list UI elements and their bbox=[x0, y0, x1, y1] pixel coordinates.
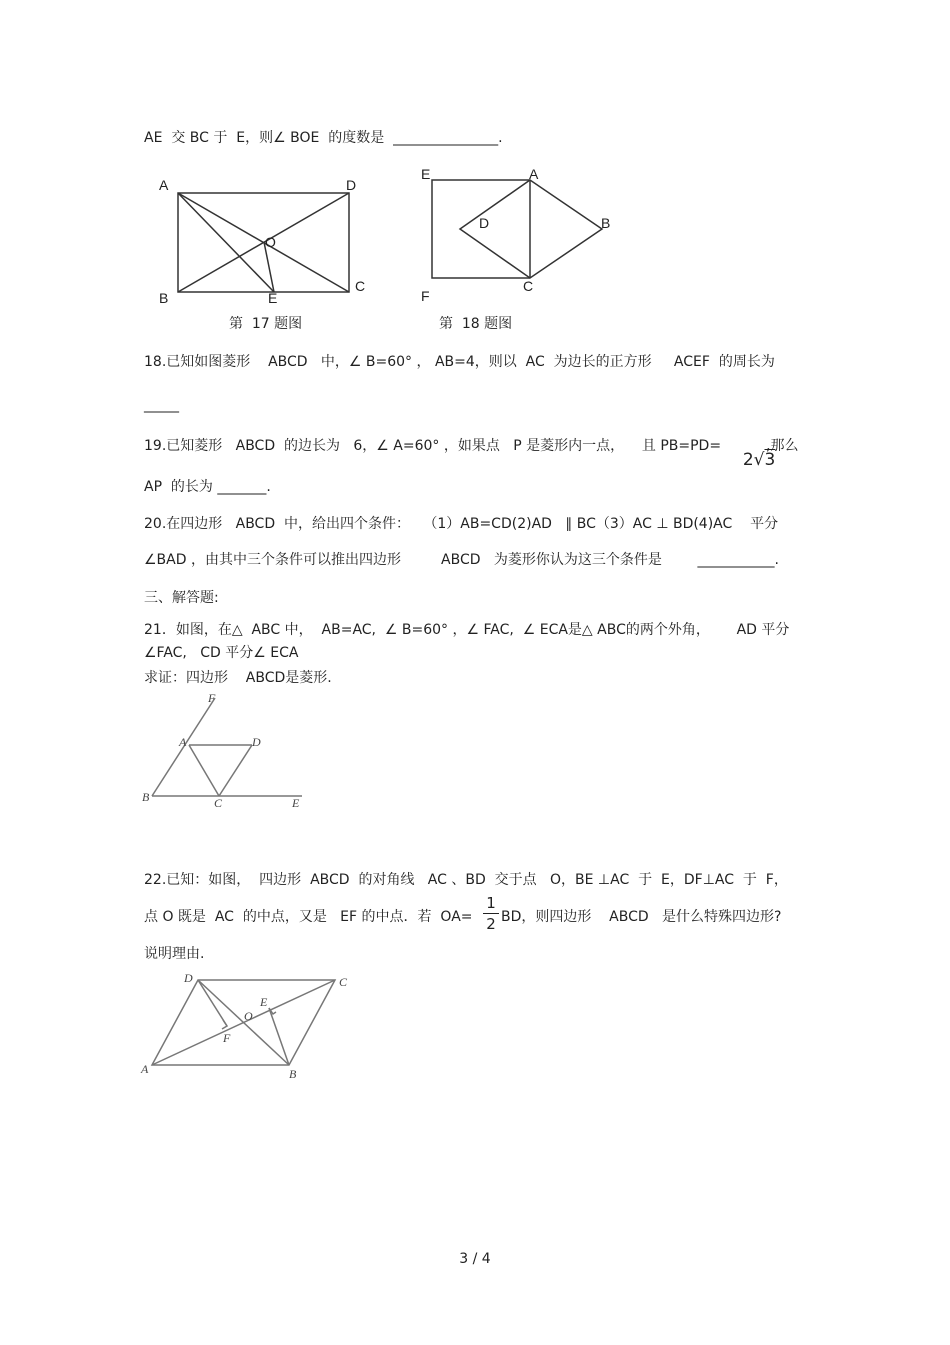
label-e: E bbox=[292, 796, 300, 810]
q19-text-c: AP 的长为 _______. bbox=[144, 479, 271, 495]
q19-text-a: 19.已知菱形 ABCD 的边长为 6，∠ A=60° ，如果点 P 是菱形内一点， 且 PB=PD= bbox=[144, 438, 722, 454]
q18-text: 18.已知如图菱形 ABCD 中，∠ B=60° ， AB=4，则以 AC 为边长的正方形 ACEF 的周长为 bbox=[144, 354, 775, 370]
q22-text-a: 22.已知：如图， 四边形 ABCD 的对角线 AC 、BD 交于点 O，BE ⊥AC 于 E，DF⊥AC 于 F， bbox=[144, 872, 788, 888]
label-d: D bbox=[479, 215, 490, 231]
sqrt-radical: √ bbox=[753, 450, 765, 470]
q22-text-c: 说明理由. bbox=[144, 946, 205, 962]
label-a: A bbox=[159, 177, 169, 193]
label-c: C bbox=[214, 796, 223, 810]
label-c: C bbox=[355, 278, 366, 294]
sqrt-coefficient: 2 bbox=[742, 450, 754, 470]
label-a: A bbox=[179, 735, 187, 749]
caption-fig18: 第 18 题图 bbox=[439, 316, 513, 332]
label-b: B bbox=[601, 215, 611, 231]
figure-21 bbox=[140, 690, 315, 815]
fraction-denominator: 2 bbox=[486, 915, 496, 933]
fraction-numerator: 1 bbox=[486, 894, 496, 912]
q18-blank: _____ bbox=[144, 397, 179, 413]
q21-text-b: ∠FAC, CD 平分∠ ECA bbox=[144, 645, 299, 661]
label-d: D bbox=[346, 177, 357, 193]
label-a: A bbox=[529, 166, 539, 182]
q20-text-a: 20.在四边形 ABCD 中，给出四个条件： （1）AB=CD(2)AD ∥ BC（3）AC ⊥ BD(4)AC 平分 bbox=[144, 516, 779, 532]
label-c: C bbox=[339, 975, 348, 989]
section-3-heading: 三、解答题: bbox=[144, 590, 219, 606]
page-number: 3 / 4 bbox=[459, 1251, 491, 1267]
label-b: B bbox=[159, 290, 169, 306]
label-e: E bbox=[268, 290, 278, 306]
q22-text-b1: 点 O 既是 AC 的中点，又是 EF 的中点．若 OA= bbox=[144, 909, 473, 925]
label-f: F bbox=[421, 288, 430, 304]
fraction-one-half bbox=[483, 894, 499, 933]
q19-text-b: ,那么 bbox=[766, 438, 799, 454]
label-f: F bbox=[223, 1031, 231, 1045]
q21-text-a: 21．如图，在△ ABC 中， AB=AC, ∠ B=60° ，∠ FAC, ∠ ECA是△ ABC的两个外角， AD 平分 bbox=[144, 622, 790, 638]
label-f: F bbox=[208, 691, 216, 705]
q20-text-b: ∠BAD ，由其中三个条件可以推出四边形 ABCD 为菱形你认为这三个条件是 ___________. bbox=[144, 552, 779, 568]
q22-text-b2: BD，则四边形 ABCD 是什么特殊四边形? bbox=[501, 909, 782, 925]
label-b: B bbox=[289, 1067, 297, 1081]
figure-17 bbox=[150, 170, 380, 310]
figure-22 bbox=[135, 965, 360, 1085]
label-d: D bbox=[184, 971, 193, 985]
label-o: O bbox=[244, 1009, 253, 1023]
label-e: E bbox=[421, 166, 431, 182]
label-o: O bbox=[265, 234, 276, 250]
label-b: B bbox=[142, 790, 150, 804]
label-d: D bbox=[252, 735, 261, 749]
q17-tail: AE 交 BC 于 E，则∠ BOE 的度数是 _______________. bbox=[144, 130, 503, 146]
caption-fig17: 第 17 题图 bbox=[229, 316, 303, 332]
figure-18 bbox=[415, 165, 620, 310]
q21-text-c: 求证：四边形 ABCD是菱形. bbox=[144, 670, 332, 686]
label-c: C bbox=[523, 278, 534, 294]
label-a: A bbox=[141, 1062, 149, 1076]
label-e: E bbox=[260, 995, 268, 1009]
sqrt-argument: 3 bbox=[764, 450, 776, 470]
